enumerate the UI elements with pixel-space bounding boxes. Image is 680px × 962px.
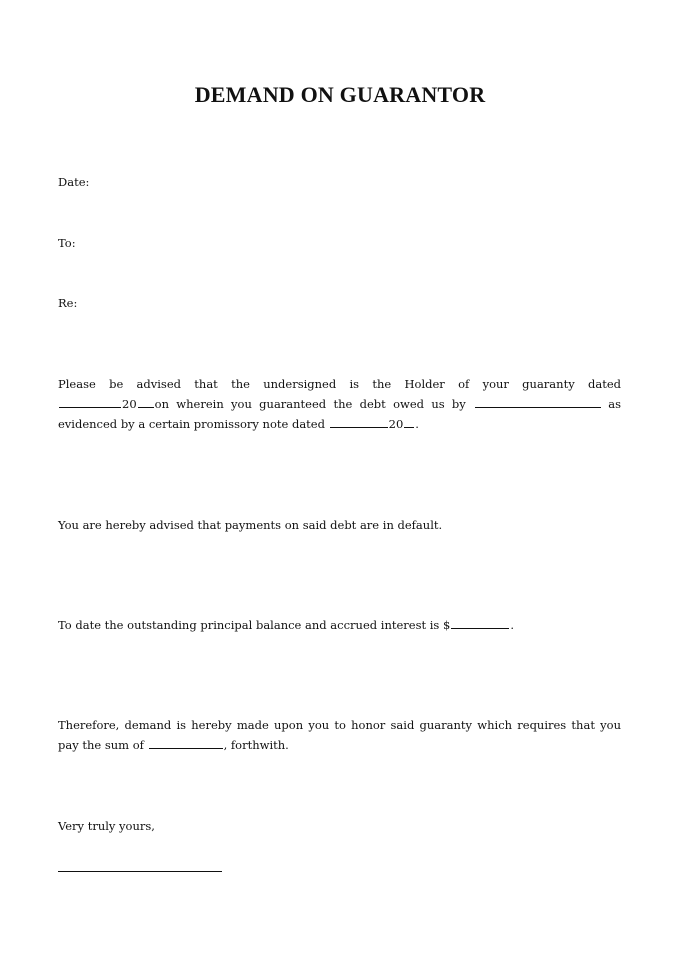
paragraph-text: evidenced by a certain promissory note dated <box>58 417 325 431</box>
paragraph-text: Please be advised that the undersigned is the Holder of your guaranty dated <box>58 377 621 391</box>
paragraph-text: pay the sum of <box>58 738 144 752</box>
paragraph-text: . <box>510 618 514 632</box>
balance-amount-blank <box>451 616 509 629</box>
guaranty-date-blank <box>59 395 121 408</box>
demand-paragraph-line-1 <box>58 715 621 735</box>
re-label: Re: <box>58 296 78 310</box>
year-suffix-blank <box>138 395 154 408</box>
note-date-blank <box>330 415 388 428</box>
date-label: Date: <box>58 175 90 189</box>
paragraph-text: . <box>415 417 419 431</box>
to-label: To: <box>58 236 76 250</box>
paragraph-text: , forthwith. <box>223 738 289 752</box>
document-title: DEMAND ON GUARANTOR <box>194 82 486 107</box>
paragraph-text: Therefore, demand is hereby made upon you to honor said guaranty which requires that you <box>58 718 621 732</box>
default-paragraph: You are hereby advised that payments on said debt are in default. <box>58 518 443 532</box>
balance-paragraph <box>58 615 514 635</box>
paragraph-text: on wherein you guaranteed the debt owed us by <box>154 397 466 411</box>
closing-text: Very truly yours, <box>58 819 155 833</box>
guaranty-paragraph-line-1 <box>58 374 621 394</box>
sum-amount-blank <box>149 736 223 749</box>
demand-paragraph-line-2 <box>58 735 289 755</box>
paragraph-text: To date the outstanding principal balance and accrued interest is $ <box>58 618 451 632</box>
signature-line <box>58 871 222 872</box>
year-suffix-blank <box>404 415 414 428</box>
paragraph-text: as <box>608 397 621 411</box>
year-prefix: 20 <box>122 397 137 411</box>
guaranty-paragraph-line-2 <box>58 394 621 414</box>
debtor-name-blank <box>475 395 601 408</box>
year-prefix: 20 <box>388 417 404 431</box>
guaranty-paragraph-line-3 <box>58 414 419 434</box>
